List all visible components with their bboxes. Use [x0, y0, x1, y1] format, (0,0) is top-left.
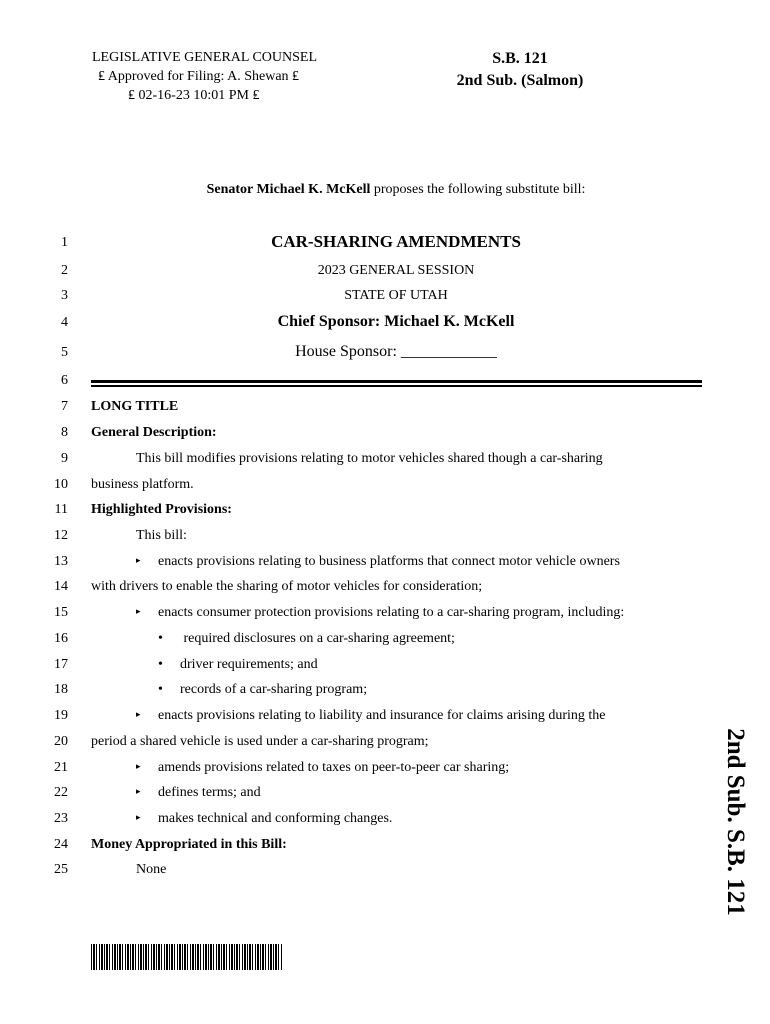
line-number: 25: [54, 862, 68, 877]
line-number: 9: [61, 451, 68, 466]
line-row: [0, 834, 770, 860]
line-row: [0, 232, 770, 258]
line-row: [0, 285, 770, 311]
line-text: This bill:: [136, 528, 187, 543]
general-description-heading: General Description:: [91, 425, 217, 440]
line-text: [158, 682, 367, 698]
line-text: period a shared vehicle is used under a car-sharing program;: [91, 734, 429, 749]
line-number: 2: [61, 263, 68, 278]
bullet-text: defines terms; and: [158, 785, 261, 800]
line-text: [136, 605, 624, 621]
line-text: business platform.: [91, 477, 194, 492]
line-number: 19: [54, 708, 68, 723]
bill-title: CAR-SHARING AMENDMENTS: [271, 232, 521, 251]
line-number: 1: [61, 235, 68, 250]
highlighted-provisions-heading: Highlighted Provisions:: [91, 502, 232, 517]
line-text: [136, 708, 606, 724]
dot-bullet-icon: •: [158, 657, 163, 672]
line-row: [0, 474, 770, 500]
line-number: 11: [54, 502, 68, 517]
bullet-text: makes technical and conforming changes.: [158, 811, 393, 826]
line-row: [0, 260, 770, 286]
bullet-text: required disclosures on a car-sharing agreement;: [180, 631, 455, 646]
line-row: [0, 422, 770, 448]
line-row: [0, 499, 770, 525]
line-row: [0, 654, 770, 680]
triangle-bullet-icon: ▸: [136, 709, 141, 719]
line-number: 22: [54, 785, 68, 800]
approval-line: ₤ Approved for Filing: A. Shewan ₤: [98, 69, 300, 84]
line-number: 3: [61, 288, 68, 303]
line-number: 18: [54, 682, 68, 697]
line-text: [158, 657, 318, 673]
triangle-bullet-icon: ▸: [136, 812, 141, 822]
line-text: [136, 785, 261, 801]
line-row: [0, 808, 770, 834]
triangle-bullet-icon: ▸: [136, 555, 141, 565]
dot-bullet-icon: •: [158, 682, 163, 697]
line-number: 16: [54, 631, 68, 646]
line-row: [0, 602, 770, 628]
line-row: [0, 679, 770, 705]
line-number: 13: [54, 554, 68, 569]
line-row: [0, 782, 770, 808]
line-text: [136, 811, 392, 827]
datetime-line: ₤ 02-16-23 10:01 PM ₤: [128, 88, 260, 103]
line-number: 20: [54, 734, 68, 749]
line-number: 17: [54, 657, 68, 672]
line-text: with drivers to enable the sharing of motor vehicles for consideration;: [91, 579, 483, 594]
line-row: [0, 551, 770, 577]
line-row: [0, 448, 770, 474]
money-appropriated-heading: Money Appropriated in this Bill:: [91, 837, 287, 852]
line-text: [136, 760, 509, 776]
line-number: 5: [61, 345, 68, 360]
house-sponsor: House Sponsor: ____________: [295, 343, 497, 360]
state-label: STATE OF UTAH: [344, 288, 448, 303]
line-number: 24: [54, 837, 68, 852]
line-text: This bill modifies provisions relating to motor vehicles shared though a car-sharing: [136, 451, 603, 466]
session-label: 2023 GENERAL SESSION: [317, 263, 475, 278]
side-bill-label: 2nd Sub. S.B. 121: [722, 728, 749, 916]
long-title-heading: LONG TITLE: [91, 399, 179, 414]
triangle-bullet-icon: ▸: [136, 761, 141, 771]
line-number: 6: [61, 373, 68, 388]
intro-sponsor: Senator Michael K. McKell: [206, 182, 371, 197]
line-text: [158, 631, 455, 647]
bullet-text: records of a car-sharing program;: [180, 682, 368, 697]
line-number: 7: [61, 399, 68, 414]
intro-line: [0, 182, 770, 198]
barcode: [91, 944, 283, 970]
bill-number: S.B. 121: [492, 50, 548, 67]
line-number: 10: [54, 477, 68, 492]
bullet-text: enacts consumer protection provisions relating to a car-sharing program, including:: [158, 605, 625, 620]
line-number: 15: [54, 605, 68, 620]
line-row: [0, 859, 770, 885]
double-rule: [91, 380, 702, 387]
header-left: [92, 48, 342, 105]
line-row: [0, 705, 770, 731]
substitute-label: 2nd Sub. (Salmon): [456, 72, 584, 89]
line-number: 14: [54, 579, 68, 594]
triangle-bullet-icon: ▸: [136, 606, 141, 616]
line-number: 12: [54, 528, 68, 543]
bullet-text: enacts provisions relating to business platforms that connect motor vehicle owners: [158, 554, 620, 569]
line-text: [136, 554, 620, 570]
line-row: [0, 757, 770, 783]
line-row: [0, 731, 770, 757]
line-number: 23: [54, 811, 68, 826]
line-row: [0, 576, 770, 602]
line-number: 8: [61, 425, 68, 440]
line-row: [0, 342, 770, 368]
header-right: [430, 48, 610, 92]
chief-sponsor: Chief Sponsor: Michael K. McKell: [277, 313, 515, 330]
intro-rest: proposes the following substitute bill:: [370, 182, 586, 197]
bullet-text: driver requirements; and: [180, 657, 318, 672]
dot-bullet-icon: •: [158, 631, 163, 646]
line-text: None: [136, 862, 167, 877]
bullet-text: amends provisions related to taxes on peer-to-peer car sharing;: [158, 760, 510, 775]
triangle-bullet-icon: ▸: [136, 786, 141, 796]
line-number: 4: [61, 315, 68, 330]
line-row: [0, 525, 770, 551]
line-row: [0, 396, 770, 422]
line-number: 21: [54, 760, 68, 775]
bullet-text: enacts provisions relating to liability and insurance for claims arising during the: [158, 708, 606, 723]
line-row: [0, 312, 770, 338]
office-name: LEGISLATIVE GENERAL COUNSEL: [92, 50, 318, 65]
line-row: [0, 628, 770, 654]
